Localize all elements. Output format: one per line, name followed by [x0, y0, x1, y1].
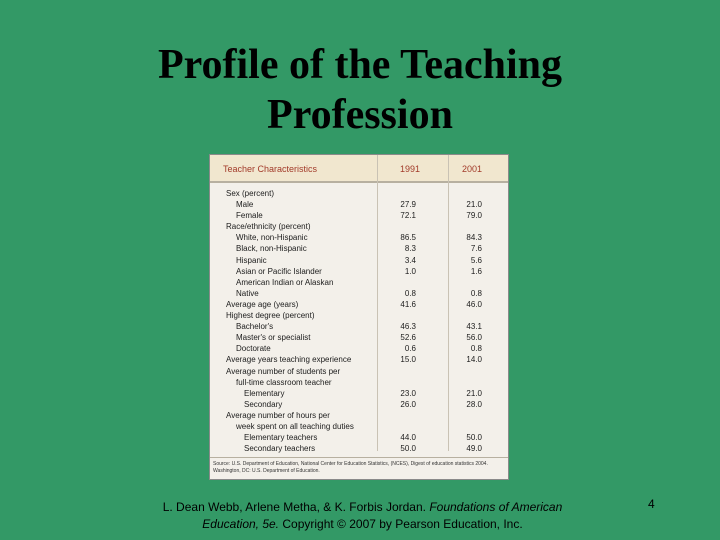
- table-row: [210, 399, 508, 410]
- value-1991: 52.6: [400, 333, 416, 343]
- value-1991: 0.6: [404, 344, 416, 354]
- value-1991: 44.0: [400, 433, 416, 443]
- row-label: Highest degree (percent): [226, 311, 315, 321]
- header-2001: 2001: [462, 164, 483, 174]
- table-row: [210, 310, 508, 321]
- row-label: Native: [236, 288, 259, 298]
- row-label: Doctorate: [236, 344, 271, 354]
- row-label: Male: [236, 200, 254, 210]
- table-row: [210, 366, 508, 377]
- row-label: Secondary: [244, 399, 283, 409]
- row-label: Secondary teachers: [244, 444, 316, 454]
- table-row: [210, 243, 508, 254]
- table-row: [210, 343, 508, 354]
- table-body: [210, 188, 508, 454]
- table-row: [210, 232, 508, 243]
- citation-copyright: Copyright © 2007 by Pearson Education, Inc.: [279, 517, 523, 531]
- value-2001: 28.0: [466, 399, 482, 409]
- table-row: [210, 266, 508, 277]
- table-row: [210, 354, 508, 365]
- value-2001: 46.0: [466, 299, 482, 309]
- table-header: [210, 155, 508, 183]
- row-label: Sex (percent): [226, 189, 275, 198]
- slide-title: [0, 40, 720, 140]
- table-row: [210, 321, 508, 332]
- citation-authors: L. Dean Webb, Arlene Metha, & K. Forbis Jordan.: [162, 500, 430, 514]
- value-1991: 1.0: [404, 266, 416, 276]
- table-row: [210, 410, 508, 421]
- row-label: Average number of hours per: [226, 410, 330, 420]
- row-label: Race/ethnicity (percent): [226, 222, 311, 232]
- table-row: [210, 277, 508, 288]
- table-row: [210, 210, 508, 221]
- value-2001: 1.6: [470, 266, 482, 276]
- table-row: [210, 432, 508, 443]
- header-1991: 1991: [400, 164, 421, 174]
- row-label: Female: [236, 211, 263, 221]
- row-label: Black, non-Hispanic: [236, 244, 307, 254]
- value-2001: 5.6: [470, 255, 482, 265]
- value-1991: 23.0: [400, 388, 416, 398]
- row-label: Asian or Pacific Islander: [236, 266, 322, 276]
- table-row: [210, 199, 508, 210]
- value-1991: 50.0: [400, 444, 416, 454]
- row-label: Elementary: [244, 388, 285, 398]
- row-label: Master's or specialist: [236, 333, 311, 343]
- value-1991: 26.0: [400, 399, 416, 409]
- table-row: [210, 388, 508, 399]
- value-2001: 50.0: [466, 433, 482, 443]
- table-row: [210, 377, 508, 388]
- value-2001: 21.0: [466, 388, 482, 398]
- row-label: White, non-Hispanic: [236, 233, 308, 243]
- value-2001: 84.3: [466, 233, 482, 243]
- value-2001: 0.8: [470, 288, 482, 298]
- value-2001: 14.0: [466, 355, 482, 365]
- row-label: Hispanic: [236, 255, 267, 265]
- value-1991: 0.8: [404, 288, 416, 298]
- table-source-note: Source: U.S. Department of Education, National Center for Education Statistics, (NCES), Digest of education statistics 2004. Washington, DC: U.S. Department of Education.: [210, 457, 508, 480]
- value-2001: 49.0: [466, 444, 482, 454]
- row-label: Elementary teachers: [244, 433, 318, 443]
- table-row: [210, 421, 508, 432]
- citation: [150, 499, 575, 533]
- row-label: Average age (years): [226, 299, 299, 309]
- row-label: Average years teaching experience: [226, 355, 352, 365]
- table-row: [210, 288, 508, 299]
- value-1991: 27.9: [400, 200, 416, 210]
- table-row: [210, 299, 508, 310]
- table-row: [210, 443, 508, 454]
- value-2001: 21.0: [466, 200, 482, 210]
- value-2001: 43.1: [466, 322, 482, 332]
- value-2001: 79.0: [466, 211, 482, 221]
- slide-title-line-2: Profession: [267, 92, 453, 138]
- value-1991: 15.0: [400, 355, 416, 365]
- row-label: American Indian or Alaskan: [236, 277, 334, 287]
- value-1991: 86.5: [400, 233, 416, 243]
- value-1991: 72.1: [400, 211, 416, 221]
- value-1991: 41.6: [400, 299, 416, 309]
- value-1991: 3.4: [404, 255, 416, 265]
- value-2001: 7.6: [470, 244, 482, 254]
- row-label: Average number of students per: [226, 366, 341, 376]
- row-label: week spent on all teaching duties: [236, 421, 354, 431]
- header-characteristics: Teacher Characteristics: [223, 164, 318, 174]
- table-row: [210, 332, 508, 343]
- table-row: [210, 255, 508, 266]
- value-2001: 56.0: [466, 333, 482, 343]
- table-row: [210, 221, 508, 232]
- table-row: [210, 188, 508, 199]
- slide-title-line-1: Profile of the Teaching: [157, 42, 563, 88]
- page-number: 4: [648, 497, 655, 511]
- row-label: full-time classroom teacher: [236, 377, 332, 387]
- teacher-characteristics-table: [209, 154, 509, 480]
- value-2001: 0.8: [470, 344, 482, 354]
- citation-book-title: Foundations of American Education, 5e.: [202, 500, 563, 531]
- row-label: Bachelor's: [236, 322, 274, 332]
- value-1991: 46.3: [400, 322, 416, 332]
- value-1991: 8.3: [404, 244, 416, 254]
